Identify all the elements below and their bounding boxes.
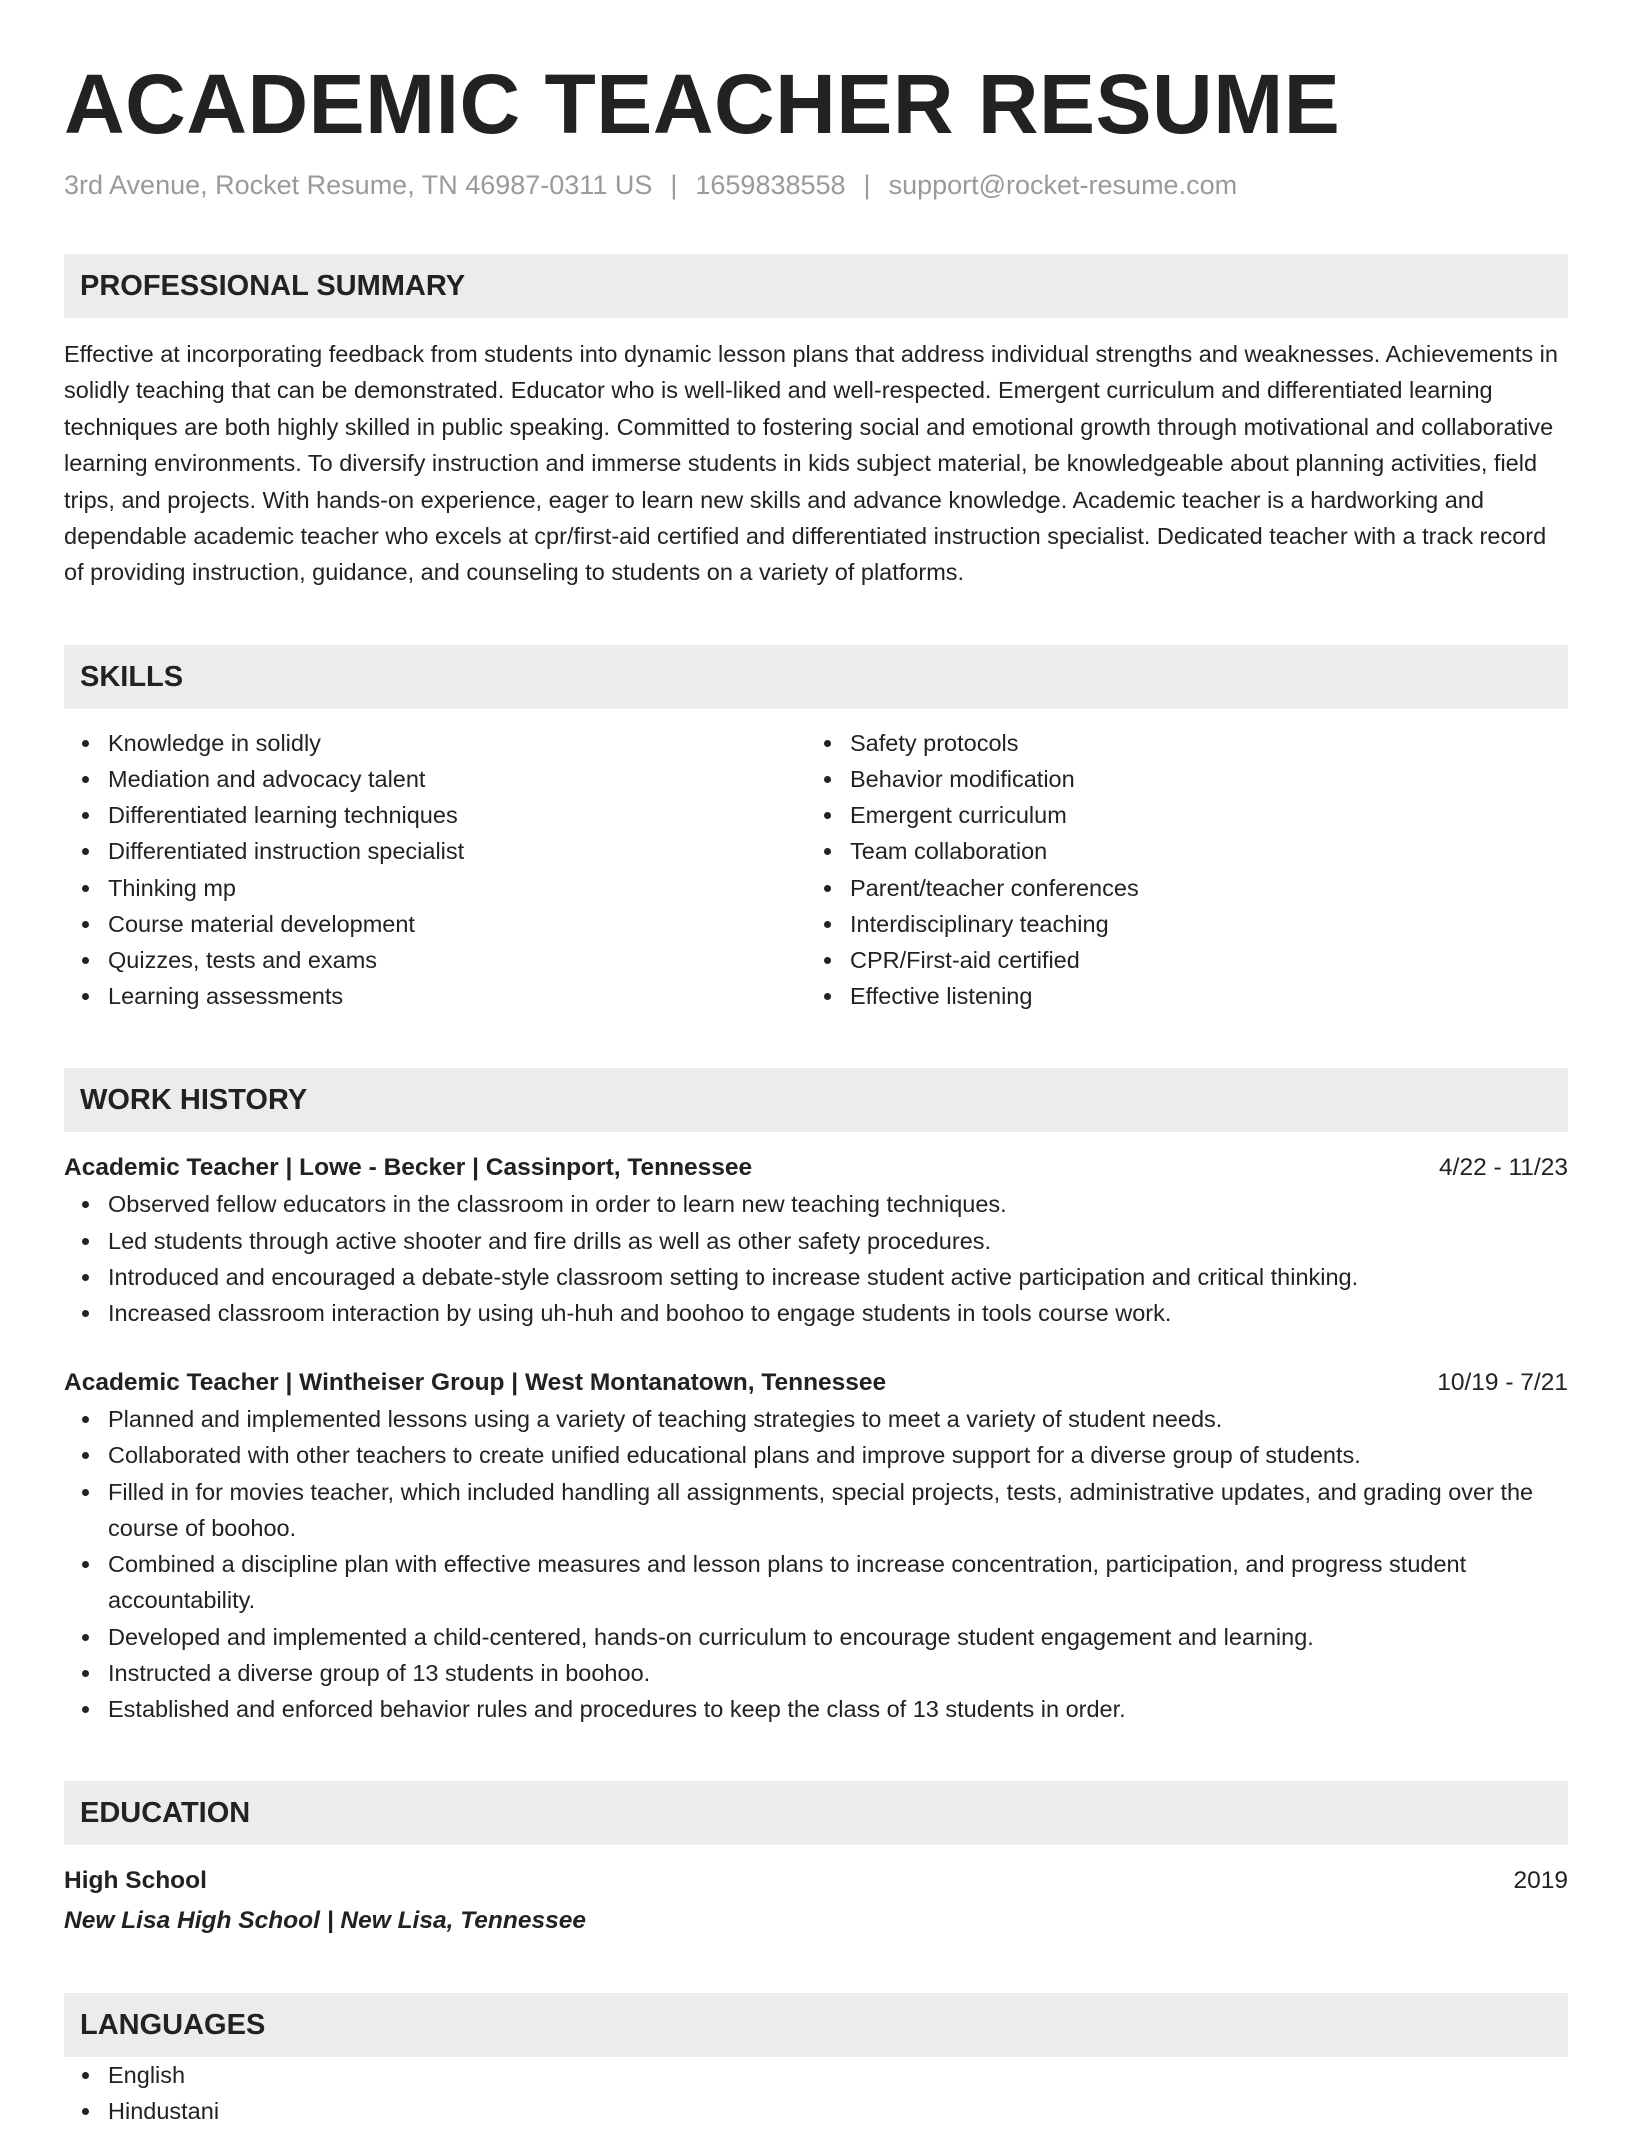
contact-phone: 1659838558 [695,170,846,200]
skill-item: Thinking mp [108,870,806,906]
skill-item: Knowledge in solidly [108,725,806,761]
skills-column-left [64,725,806,1015]
education-header [64,1863,1568,1899]
skill-item: Effective listening [850,978,1548,1014]
skill-item: Differentiated learning techniques [108,797,806,833]
education-degree: High School [64,1867,207,1895]
job-title: Academic Teacher | Wintheiser Group | West Montanatown, Tennessee [64,1369,887,1397]
job-header [64,1150,1568,1186]
skill-item: Interdisciplinary teaching [850,906,1548,942]
job-bullets [64,1401,1568,1727]
skill-item: Differentiated instruction specialist [108,833,806,869]
language-item: Hindustani [108,2093,1568,2129]
education-school: New Lisa High School | New Lisa, Tennessee [64,1907,586,1935]
job-dates: 4/22 - 11/23 [1439,1154,1568,1182]
skills-column-right [806,725,1548,1015]
job-bullet: Introduced and encouraged a debate-style classroom setting to increase student active participation and critical thinking. [108,1259,1568,1295]
language-item: English [108,2057,1568,2093]
job-bullet: Established and enforced behavior rules and procedures to keep the class of 13 students in order. [108,1691,1568,1727]
skill-item: Mediation and advocacy talent [108,761,806,797]
skill-item: Emergent curriculum [850,797,1548,833]
skill-item: Safety protocols [850,725,1548,761]
job-bullet: Instructed a diverse group of 13 students in boohoo. [108,1655,1568,1691]
job-bullet: Combined a discipline plan with effective measures and lesson plans to increase concentration, participation, and progress student accountability. [108,1546,1568,1618]
contact-address: 3rd Avenue, Rocket Resume, TN 46987-0311 US [64,170,653,200]
section-heading-work-history: WORK HISTORY [64,1068,1568,1132]
job-bullets [64,1186,1568,1331]
section-heading-skills: SKILLS [64,645,1568,709]
skill-item: Team collaboration [850,833,1548,869]
job-bullet: Increased classroom interaction by using uh-huh and boohoo to engage students in tools course work. [108,1295,1568,1331]
skill-item: Behavior modification [850,761,1548,797]
job-bullet: Developed and implemented a child-centered, hands-on curriculum to encourage student engagement and learning. [108,1619,1568,1655]
section-heading-summary: PROFESSIONAL SUMMARY [64,254,1568,318]
job-header [64,1365,1568,1401]
skill-item: Course material development [108,906,806,942]
job-bullet: Filled in for movies teacher, which included handling all assignments, special projects, tests, administrative updates, and grading over the course of boohoo. [108,1474,1568,1546]
contact-separator: | [863,170,871,200]
job-bullet: Observed fellow educators in the classroom in order to learn new teaching techniques. [108,1186,1568,1222]
job-bullet: Collaborated with other teachers to create unified educational plans and improve support for a diverse group of students. [108,1437,1568,1473]
contact-email[interactable]: support@rocket-resume.com [888,170,1238,200]
job-bullet: Planned and implemented lessons using a variety of teaching strategies to meet a variety of student needs. [108,1401,1568,1437]
skill-item: Quizzes, tests and exams [108,942,806,978]
job-dates: 10/19 - 7/21 [1437,1369,1568,1397]
skill-item: Learning assessments [108,978,806,1014]
skill-item: Parent/teacher conferences [850,870,1548,906]
summary-text: Effective at incorporating feedback from students into dynamic lesson plans that address individual strengths and weaknesses. Achievements in solidly teaching that can be demonstrated. Educator who is well-liked and well-respected. Emergent curriculum and differentiated learning techniques are both highly skilled in public speaking. Committed to fostering social and emotional growth through motivational and collaborative learning environments. To diversify instruction and immerse students in kids subject material, be knowledgeable about planning activities, field trips, and projects. With hands-on experience, eager to learn new skills and advance knowledge. Academic teacher is a hardworking and dependable academic teacher who excels at cpr/first-aid certified and differentiated instruction specialist. Dedicated teacher with a track record of providing instruction, guidance, and counseling to students on a variety of platforms. [64,341,1558,586]
section-heading-languages: LANGUAGES [64,1993,1568,2057]
language-list [64,2057,1568,2129]
job-title: Academic Teacher | Lowe - Becker | Cassinport, Tennessee [64,1154,753,1182]
skills-grid [64,725,1568,1015]
skill-item: CPR/First-aid certified [850,942,1548,978]
section-heading-education: EDUCATION [64,1781,1568,1845]
job-bullet: Led students through active shooter and fire drills as well as other safety procedures. [108,1223,1568,1259]
resume-title: ACADEMIC TEACHER RESUME [64,57,1341,151]
education-year: 2019 [1513,1867,1568,1895]
contact-separator: | [670,170,678,200]
contact-line [64,168,1568,202]
